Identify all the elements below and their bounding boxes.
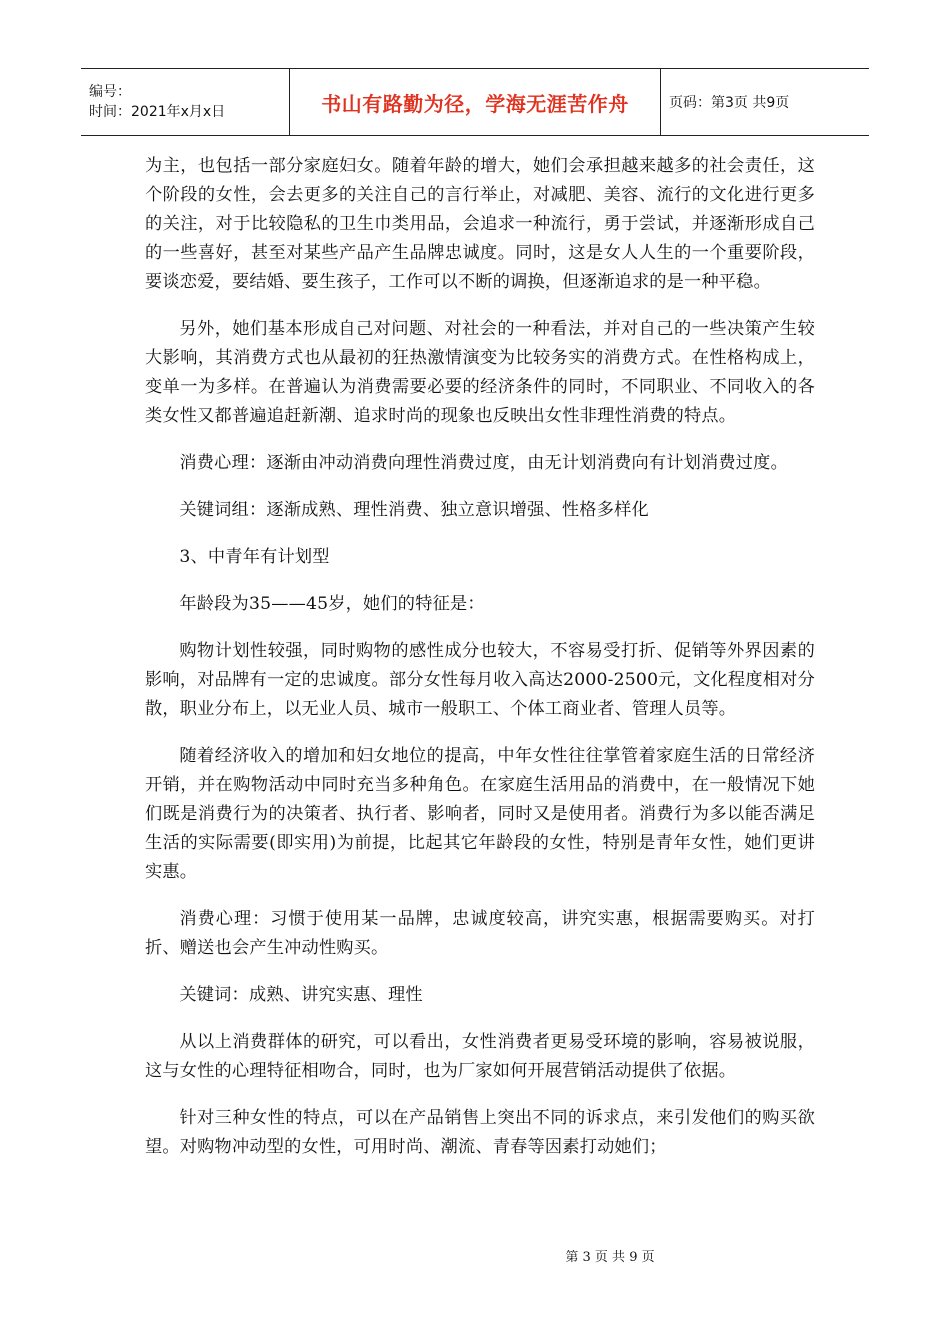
paragraph: 消费心理：逐渐由冲动消费向理性消费过度，由无计划消费向有计划消费过度。 [179,453,788,473]
paragraph: 消费心理：习惯于使用某一品牌，忠诚度较高，讲究实惠，根据需要购买。对打折、赠送也会产生冲动性购买。 [145,909,815,958]
section-heading: 3、中青年有计划型 [179,547,330,567]
paragraph: 年龄段为35——45岁，她们的特征是： [179,594,485,614]
header-motto: 书山有路勤为径，学海无涯苦作舟 [290,69,661,136]
document-body [145,152,815,1180]
header-page-info: 页码：第3页 共9页 [661,69,870,136]
header-meta [81,69,290,136]
paragraph: 关键词：成熟、讲究实惠、理性 [179,985,423,1005]
header-number-label: 编号： [89,84,131,100]
paragraph: 从以上消费群体的研究，可以看出，女性消费者更易受环境的影响，容易被说服，这与女性的心理特征相吻合，同时，也为厂家如何开展营销活动提供了依据。 [145,1032,815,1081]
page-footer: 第 3 页 共 9 页 [565,1250,655,1265]
paragraph: 针对三种女性的特点，可以在产品销售上突出不同的诉求点，来引发他们的购买欲望。对购物冲动型的女性，可用时尚、潮流、青春等因素打动她们； [145,1108,815,1157]
paragraph: 随着经济收入的增加和妇女地位的提高，中年女性往往掌管着家庭生活的日常经济开销，并在购物活动中同时充当多种角色。在家庭生活用品的消费中，在一般情况下她们既是消费行为的决策者、执行者、影响者，同时又是使用者。消费行为多以能否满足生活的实际需要(即实用)为前提，比起其它年龄段的女性，特别是青年女性，她们更讲实惠。 [145,746,815,882]
header-date: 时间：2021年x月x日 [89,104,226,120]
paragraph: 关键词组：逐渐成熟、理性消费、独立意识增强、性格多样化 [179,500,649,520]
paragraph: 另外，她们基本形成自己对问题、对社会的一种看法，并对自己的一些决策产生较大影响，其消费方式也从最初的狂热激情演变为比较务实的消费方式。在性格构成上，变单一为多样。在普遍认为消费需要必要的经济条件的同时，不同职业、不同收入的各类女性又都普遍追赶新潮、追求时尚的现象也反映出女性非理性消费的特点。 [145,319,815,426]
paragraph: 购物计划性较强，同时购物的感性成分也较大，不容易受打折、促销等外界因素的影响，对品牌有一定的忠诚度。部分女性每月收入高达2000-2500元，文化程度相对分散，职业分布上，以无业人员、城市一般职工、个体工商业者、管理人员等。 [145,641,815,719]
paragraph: 为主，也包括一部分家庭妇女。随着年龄的增大，她们会承担越来越多的社会责任，这个阶段的女性，会去更多的关注自己的言行举止，对减肥、美容、流行的文化进行更多的关注，对于比较隐私的卫生巾类用品，会追求一种流行，勇于尝试，并逐渐形成自己的一些喜好，甚至对某些产品产生品牌忠诚度。同时，这是女人人生的一个重要阶段，要谈恋爱，要结婚、要生孩子，工作可以不断的调换，但逐渐追求的是一种平稳。 [145,156,815,292]
document-header [81,68,869,136]
